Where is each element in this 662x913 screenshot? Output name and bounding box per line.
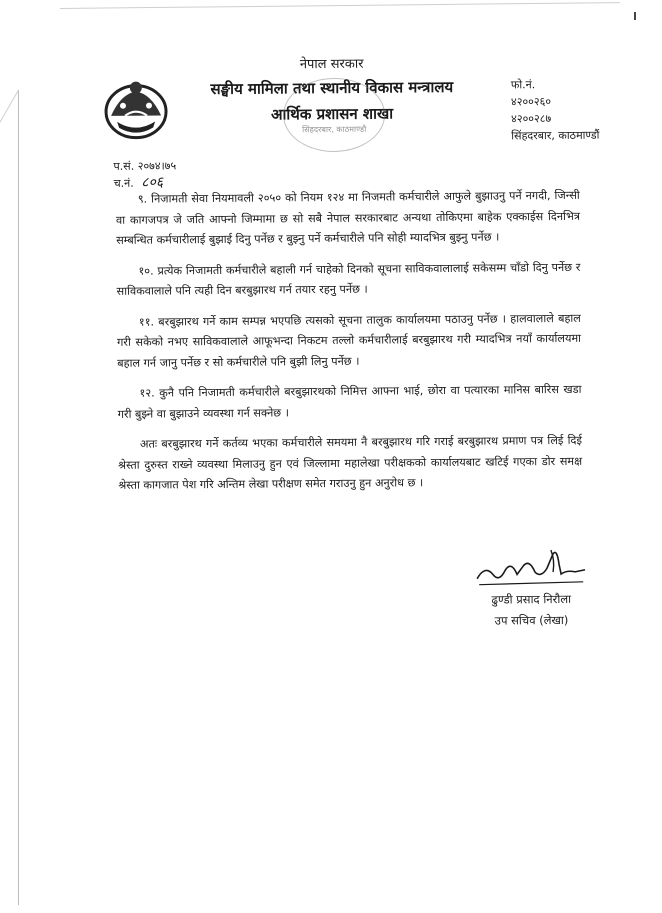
letter-body xyxy=(116,186,583,507)
phone-label: फो.नं. xyxy=(510,78,536,92)
signer-name: ढुण्डी प्रसाद निरौला xyxy=(491,591,572,607)
chalani-number: ८०६ xyxy=(141,174,164,191)
signature-block xyxy=(471,544,592,629)
paragraph: १०. प्रत्येक निजामती कर्मचारीले बहाली गर्न चाहेको दिनको सूचना साविकवालालाई सकेसम्म चाँडो दिनु पर्नेछ र साविकवालाले पनि त्यही दिन बरबुझारथ गर्न तयार रहनु पर्नेछ । xyxy=(116,260,581,298)
chalani-label: च.नं. xyxy=(113,176,134,190)
paragraph: ११. बरबुझारथ गर्ने काम सम्पन्न भएपछि त्यसको सूचना तालुक कार्यालयमा पठाउनु पर्नेछ । हालवालाले बहाल गरी सकेको नभए साविकवालाले आफूभन्दा निकटम तल्लो कर्मचारीलाई बरबुझारथ गरी म्यादभित्र नयाँ कार्यालयमा बहाल गर्न जानु पर्नेछ र सो कर्मचारीले पनि बुझी लिनु पर्नेछ । xyxy=(116,311,582,370)
handwritten-signature xyxy=(471,544,589,589)
ministry-name: सङ्घीय मामिला तथा स्थानीय विकास मन्त्रालय xyxy=(210,77,454,99)
phone-number: ४२००२८७ xyxy=(511,112,552,126)
patra-sankhya: प.सं. २०७४।७५ xyxy=(113,159,177,173)
stamp-text: सिंहदरबार, काठमाण्डौ xyxy=(302,124,367,135)
paragraph: १२. कुनै पनि निजामती कर्मचारीले बरबुझारथको निमित्त आफ्ना भाई, छोरा वा पत्यारका मानिस बारिस खडा गरी बुझ्ने वा बुझाउने व्यवस्था गर्न सक्नेछ । xyxy=(117,382,582,421)
signer-designation: उप सचिव (लेखा) xyxy=(494,612,569,628)
office-address: सिंहदरबार, काठमाण्डौं xyxy=(511,128,600,143)
closing-paragraph: अतः बरबुझारथ गर्ने कर्तव्य भएका कर्मचारीले समयमा नै बरबुझारथ गरि गराई बरबुझारथ प्रमाण पत्र लिई दिई श्रेस्ता दुरुस्त राख्ने व्यवस्था मिलाउनु हुन एवं जिल्लामा महालेखा परीक्षकको कार्यालयबाट खटिई गएका डोर समक्ष श्रेस्ता कागजात पेश गरि अन्तिम लेखा परीक्षण समेत गराउनु हुन अनुरोध छ । xyxy=(118,433,583,492)
paragraph: ९. निजामती सेवा नियमावली २०५० को नियम १२४ मा निजमती कर्मचारीले आफुले बुझाउनु पर्ने नगदी, जिन्सी वा कागजपत्र जे जति आफ्नो जिम्मामा छ सो सबै नेपाल सरकारबाट अन्यथा तोकिएमा बाहेक एक्काईस दिनभित्र सम्बन्धित कर्मचारीलाई बुझाई दिनु पर्नेछ र बुझ्नु पर्ने कर्मचारीले पनि सोही म्यादभित्र बुझ्नु पर्नेछ । xyxy=(115,188,581,247)
reference-block xyxy=(113,157,176,192)
phone-number: ४२००२६० xyxy=(510,95,552,109)
office-stamp xyxy=(283,78,386,153)
contact-info xyxy=(511,76,600,145)
branch-name: आर्थिक प्रशासन शाखा xyxy=(270,104,394,124)
government-name: नेपाल सरकार xyxy=(299,56,364,73)
nepal-emblem-icon xyxy=(101,75,172,142)
